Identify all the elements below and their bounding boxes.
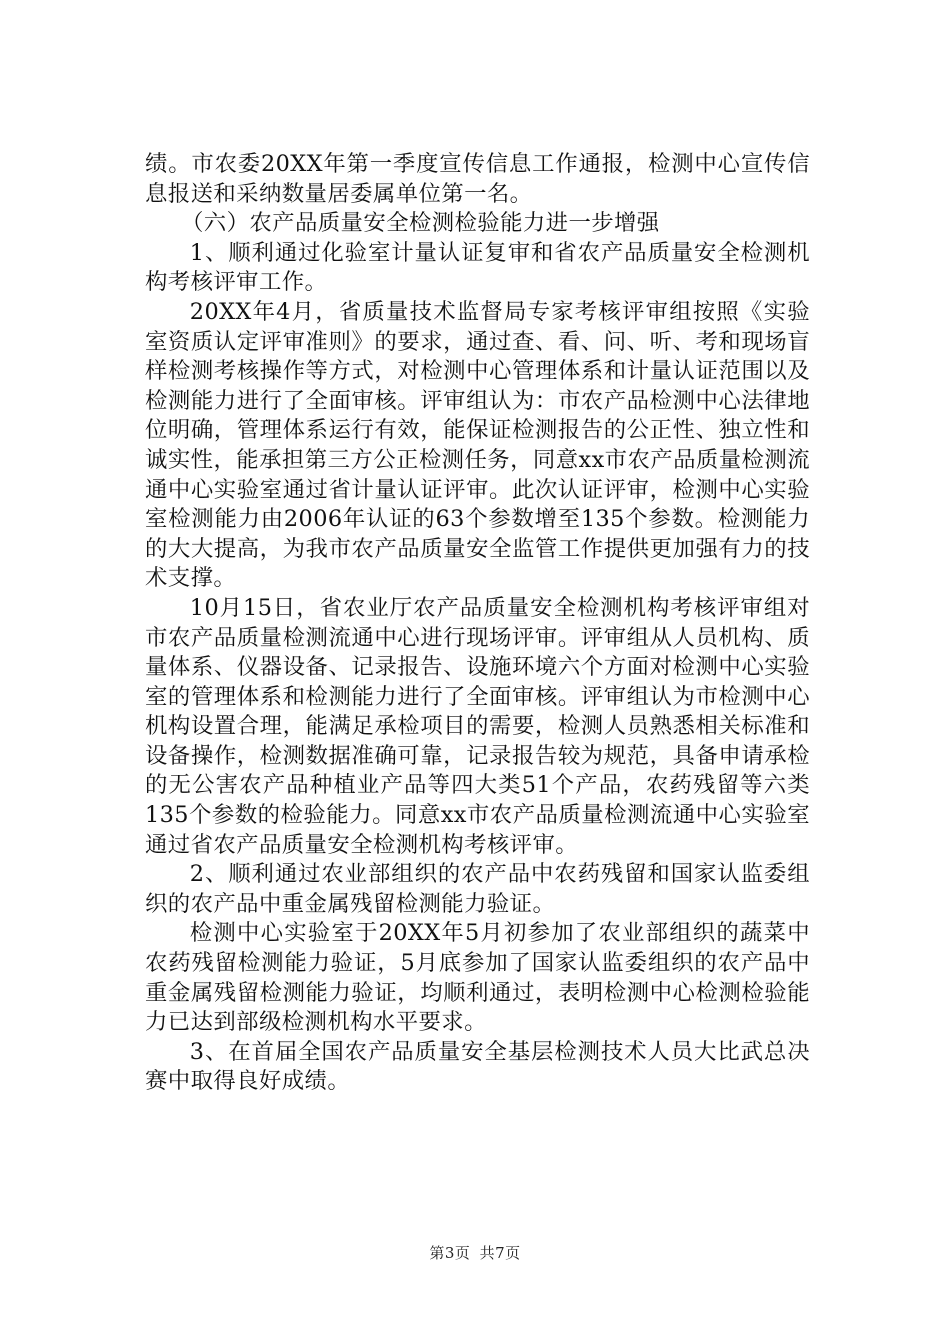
paragraph-continuation: 绩。市农委20XX年第一季度宣传信息工作通报，检测中心宣传信息报送和采纳数量居委属单位第一名。 [145, 151, 810, 207]
page-footer [0, 1243, 950, 1263]
section-heading: （六）农产品质量安全检测检验能力进一步增强 [181, 210, 660, 237]
subheading-item-2: 2、顺利通过农业部组织的农产品中农药残留和国家认监委组织的农产品中重金属残留检测能力验证。 [145, 861, 810, 917]
page-total: 共7页 [479, 1244, 521, 1262]
document-body [145, 150, 810, 1097]
paragraph-proficiency-test: 检测中心实验室于20XX年5月初参加了农业部组织的蔬菜中农药残留检测能力验证，5月底参加了国家认监委组织的农产品中重金属残留检测能力验证，均顺利通过，表明检测中心检测检验能力已达到部级检测机构水平要求。 [145, 920, 810, 1036]
paragraph-onsite-review: 10月15日，省农业厅农产品质量安全检测机构考核评审组对市农产品质量检测流通中心进行现场评审。评审组从人员机构、质量体系、仪器设备、记录报告、设施环境六个方面对检测中心实验室的管理体系和检测能力进行了全面审核。评审组认为市检测中心机构设置合理，能满足承检项目的需要，检测人员熟悉相关标准和设备操作，检测数据准确可靠，记录报告较为规范，具备申请承检的无公害农产品种植业产品等四大类51个产品，农药残留等六类135个参数的检验能力。同意xx市农产品质量检测流通中心实验室通过省农产品质量安全检测机构考核评审。 [145, 594, 810, 858]
page-number: 第3页 [429, 1244, 471, 1262]
subheading-item-3: 3、在首届全国农产品质量安全基层检测技术人员大比武总决赛中取得良好成绩。 [145, 1038, 810, 1095]
subheading-item-1: 1、顺利通过化验室计量认证复审和省农产品质量安全检测机构考核评审工作。 [145, 239, 810, 296]
paragraph-certification-review: 20XX年4月，省质量技术监督局专家考核评审组按照《实验室资质认定评审准则》的要求，通过查、看、问、听、考和现场盲样检测考核操作等方式，对检测中心管理体系和计量认证范围以及检测能力进行了全面审核。评审组认为：市农产品检测中心法律地位明确，管理体系运行有效，能保证检测报告的公正性、独立性和诚实性，能承担第三方公正检测任务，同意xx市农产品质量检测流通中心实验室通过省计量认证评审。此次认证评审，检测中心实验室检测能力由2006年认证的63个参数增至135个参数。检测能力的大大提高，为我市农产品质量安全监管工作提供更加强有力的技术支撑。 [145, 298, 810, 592]
